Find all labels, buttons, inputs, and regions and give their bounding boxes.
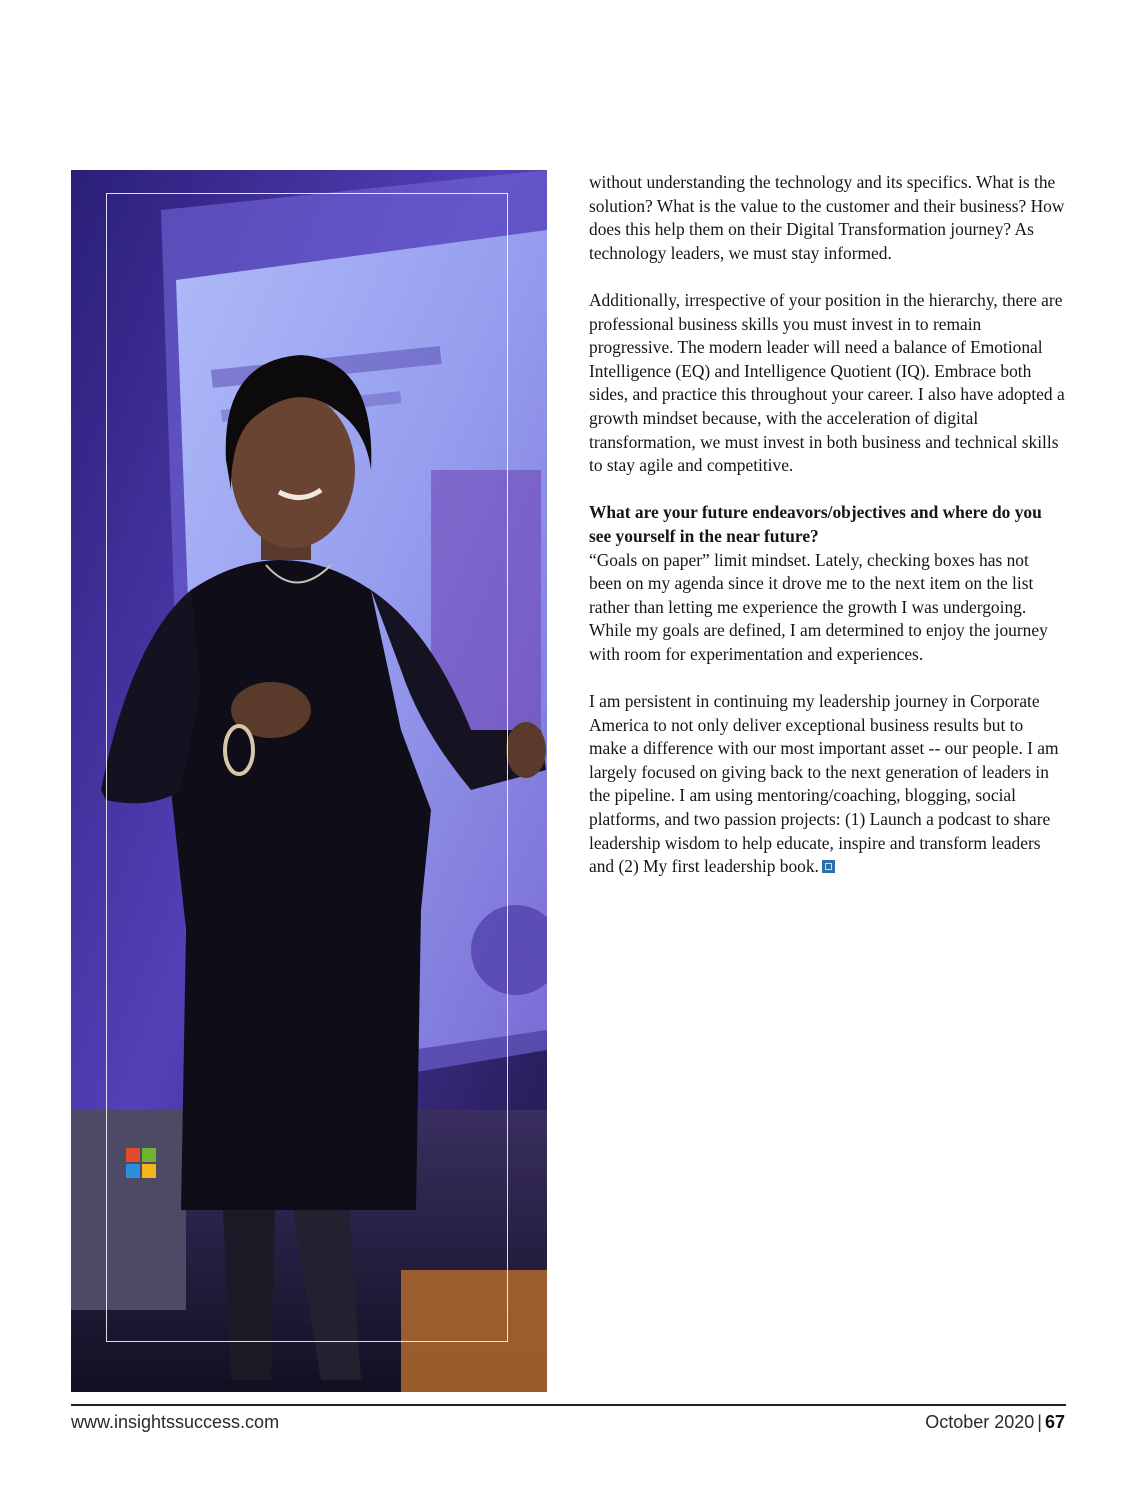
page-number: 67 [1044,1412,1065,1432]
footer-url[interactable]: www.insightssuccess.com [71,1412,280,1432]
footer-rule [71,1404,1066,1406]
answer-paragraph: “Goals on paper” limit mindset. Lately, checking boxes has not been on my agenda since it drove me to the next item on the list rather than letting me experience the growth I was undergoing. While my goals are defined, I am determined to enjoy the journey with room for experimentation and experiences. [589,549,1048,664]
speaker-photo [71,170,547,1392]
article-body [589,171,1065,902]
article-end-icon [822,860,835,873]
answer-paragraph-text: I am persistent in continuing my leadership journey in Corporate America to not only deliver exceptional business results but to make a difference with our most important asset -- our people. I am largely focused on giving back to the next generation of leaders in the pipeline. I am using mentoring/coaching, blogging, social platforms, and two passion projects: (1) Launch a podcast to share leadership wisdom to help educate, inspire and transform leaders and (2) My first leadership book. [589,691,1059,877]
speaker-photo-illustration [71,170,547,1392]
footer-separator: | [1037,1412,1042,1432]
article-paragraph: Additionally, irrespective of your position in the hierarchy, there are professional business skills you must invest in to remain progressive. The modern leader will need a balance of Emotional Intelligence (EQ) and Intelligence Quotient (IQ). Embrace both sides, and practice this throughout your career. I also have adopted a growth mindset because, with the acceleration of digital transformation, we must invest in both business and technical skills to stay agile and competitive. [589,289,1065,476]
interview-question: What are your future endeavors/objectives and where do you see yourself in the near future? [589,502,1042,546]
footer-issue-info [925,1412,1065,1433]
article-paragraph: without understanding the technology and its specifics. What is the solution? What is the value to the customer and their business? How does this help them on their Digital Transformation journey? As technology leaders, we must stay informed. [589,172,1065,263]
answer-paragraph [589,690,1065,879]
footer-date: October 2020 [925,1412,1035,1432]
